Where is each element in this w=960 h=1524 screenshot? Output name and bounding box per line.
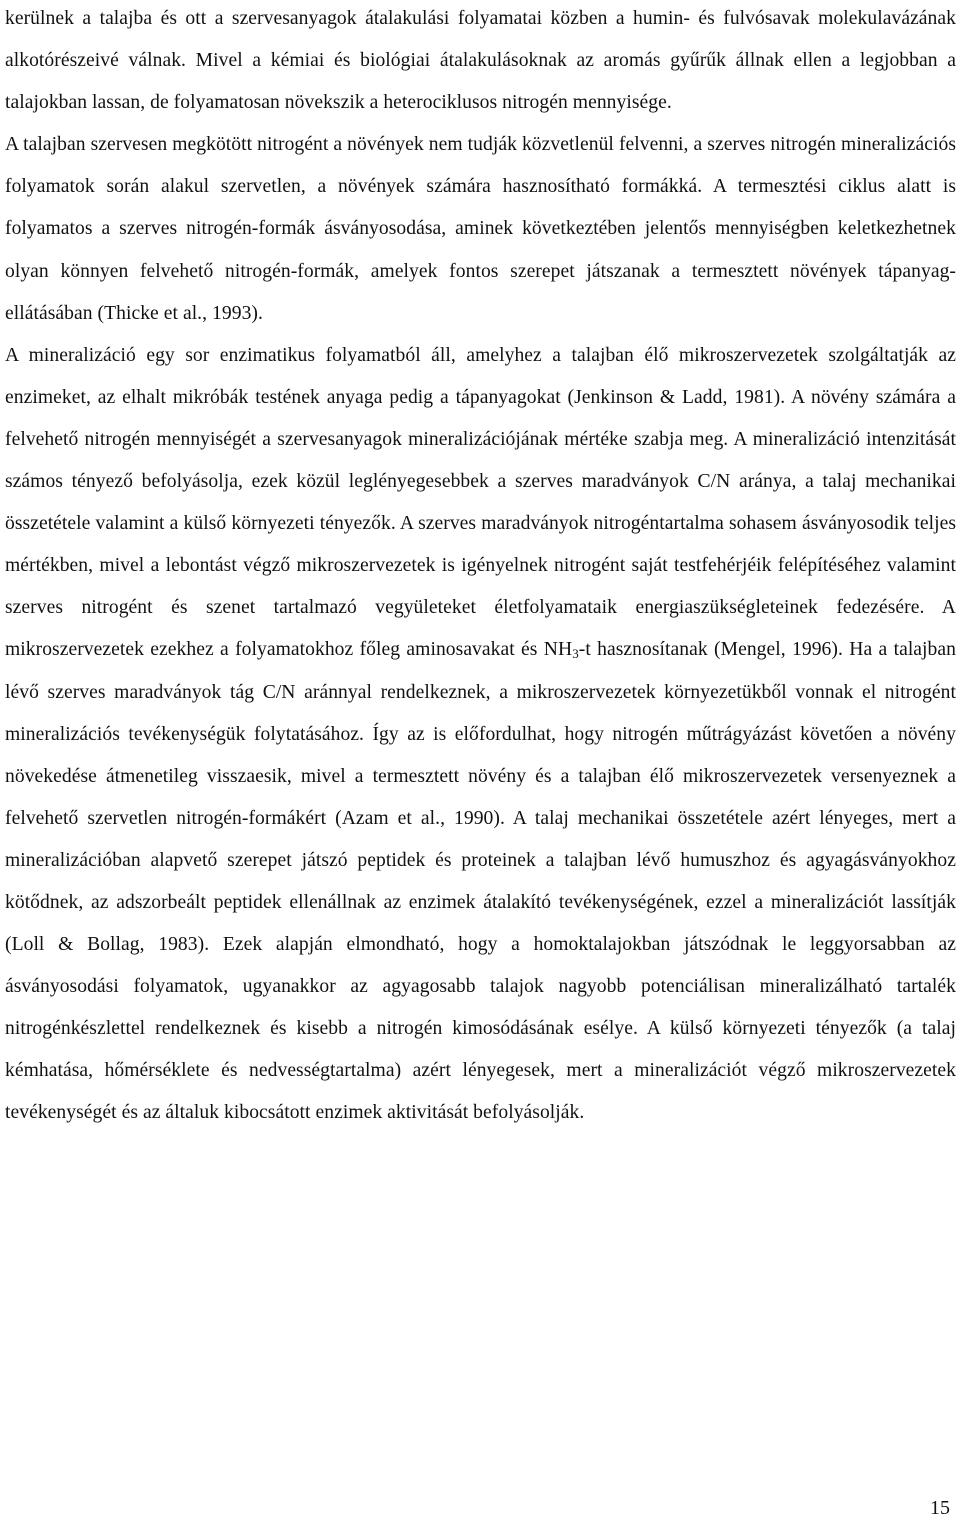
- paragraph-3-part-2: -t hasznosítanak (Mengel, 1996). Ha a talajban lévő szerves maradványok tág C/N aránnyal rendelkeznek, a mikroszervezetek környezetükből vonnak el nitrogént mineralizációs tevékenységük folytatásához. Így az is előfordulhat, hogy nitrogén műtrágyázást követően a növény növekedése átmenetileg visszaesik, mivel a termesztett növény és a talajban élő mikroszervezetek versenyeznek a felvehető szervetlen nitrogén-formákért (Azam et al., 1990). A talaj mechanikai összetétele azért lényeges, mert a mineralizációban alapvető szerepet játszó peptidek és proteinek a talajban lévő humuszhoz és agyagásványokhoz kötődnek, az adszorbeált peptidek ellenállnak az enzimek átalakító tevékenységének, ezzel a mineralizációt lassítják (Loll & Bollag, 1983). Ezek alapján elmondható, hogy a homoktalajokban játszódnak le leggyorsabban az ásványosodási folyamatok, ugyanakkor az agyagosabb talajok nagyobb potenciálisan mineralizálható tartalék nitrogénkészlettel rendelkeznek és kisebb a nitrogén kimosódásának esélye. A külső környezeti tényezők (a talaj kémhatása, hőmérséklete és nedvességtartalma) azért lényegesek, mert a mineralizációt végző mikroszervezetek tevékenységét és az általuk kibocsátott enzimek aktivitását befolyásolják.: [5, 639, 956, 1124]
- paragraph-3-part-1: A mineralizáció egy sor enzimatikus folyamatból áll, amelyhez a talajban élő mikroszervezetek szolgáltatják az enzimeket, az elhalt mikróbák testének anyaga pedig a tápanyagokat (Jenkinson & Ladd, 1981). A növény számára a felvehető nitrogén mennyiségét a szervesanyagok mineralizációjának mértéke szabja meg. A mineralizáció intenzitását számos tényező befolyásolja, ezek közül leglényegesebbek a szerves maradványok C/N aránya, a talaj mechanikai összetétele valamint a külső környezeti tényezők. A szerves maradványok nitrogéntartalma sohasem ásványosodik teljes mértékben, mivel a lebontást végző mikroszervezetek is igényelnek nitrogént saját testfehérjéik felépítéséhez valamint szerves nitrogént és szenet tartalmazó vegyületeket életfolyamataik energiaszükségleteinek fedezésére. A mikroszervezetek ezekhez a folyamatokhoz főleg aminosavakat és NH: [5, 344, 956, 661]
- body-text: [5, 0, 956, 1135]
- paragraph-3: [5, 335, 956, 1135]
- paragraph-2: A talajban szervesen megkötött nitrogént a növények nem tudják közvetlenül felvenni, a szerves nitrogén mineralizációs folyamatok során alakul szervetlen, a növények számára hasznosítható formákká. A termesztési ciklus alatt is folyamatos a szerves nitrogén-formák ásványosodása, aminek következtében jelentős mennyiségben keletkezhetnek olyan könnyen felvehető nitrogén-formák, amelyek fontos szerepet játszanak a termesztett növények tápanyag-ellátásában (Thicke et al., 1993).: [5, 134, 956, 324]
- subscript-3: 3: [572, 646, 579, 662]
- page-number: 15: [930, 1497, 950, 1519]
- paragraph-1: kerülnek a talajba és ott a szervesanyagok átalakulási folyamatai közben a humin- és fulvósavak molekulavázának alkotórészeivé válnak. Mivel a kémiai és biológiai átalakulásoknak az aromás gyűrűk állnak ellen a legjobban a talajokban lassan, de folyamatosan növekszik a heterociklusos nitrogén mennyisége.: [5, 8, 956, 114]
